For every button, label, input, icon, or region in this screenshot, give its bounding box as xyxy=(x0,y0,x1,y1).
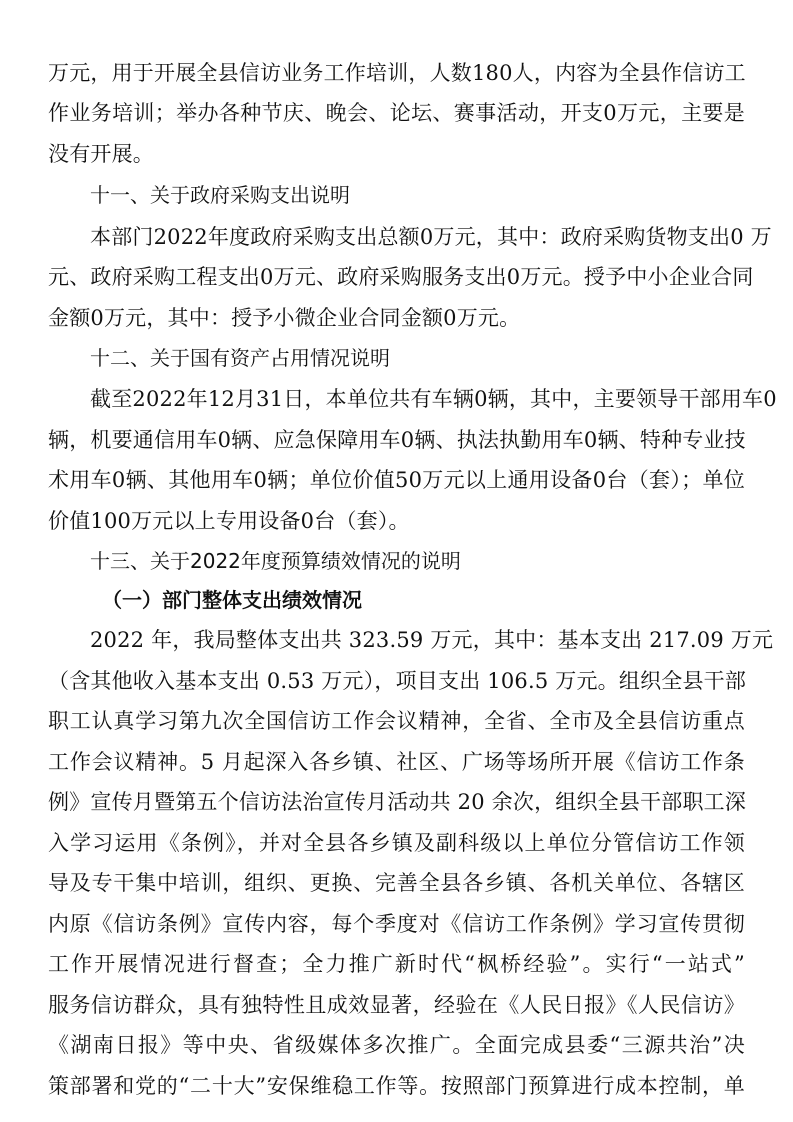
paragraph-line: 导及专干集中培训，组织、更换、完善全县各乡镇、各机关单位、各辖区 xyxy=(48,871,745,895)
paragraph-line: 本部门2022年度政府采购支出总额0万元，其中：政府采购货物支出0 万 xyxy=(90,225,772,249)
section-heading-12: 十二、关于国有资产占用情况说明 xyxy=(90,346,390,370)
paragraph-line: 职工认真学习第九次全国信访工作会议精神，全省、全市及全县信访重点 xyxy=(48,709,745,733)
paragraph-line: 元、政府采购工程支出0万元、政府采购服务支出0万元。授予中小企业合同 xyxy=(48,265,754,289)
paragraph-line: 万元，用于开展全县信访业务工作培训，人数180人，内容为全县作信访工 xyxy=(48,61,746,85)
paragraph-line: 例》宣传月暨第五个信访法治宣传月活动共 20 余次，组织全县干部职工深 xyxy=(48,790,747,814)
paragraph-line: 价值100万元以上专用设备0台（套）。 xyxy=(48,509,410,533)
section-heading-11: 十一、关于政府采购支出说明 xyxy=(90,183,350,207)
paragraph-line: 工作会议精神。5 月起深入各乡镇、社区、广场等场所开展《信访工作条 xyxy=(48,750,745,774)
paragraph-line: 内原《信访条例》宣传内容，每个季度对《信访工作条例》学习宣传贯彻 xyxy=(48,912,745,936)
paragraph-line: 工作开展情况进行督查；全力推广新时代“枫桥经验”。实行“一站式” xyxy=(48,952,745,976)
paragraph-line: 策部署和党的“二十大”安保维稳工作等。按照部门预算进行成本控制，单 xyxy=(48,1074,745,1098)
paragraph-line: 《湖南日报》等中央、省级媒体多次推广。全面完成县委“三源共治”决 xyxy=(48,1033,745,1057)
paragraph-line: 金额0万元，其中：授予小微企业合同金额0万元。 xyxy=(48,306,521,330)
paragraph-line: 入学习运用《条例》，并对全县各乡镇及副科级以上单位分管信访工作领 xyxy=(48,831,745,855)
paragraph-line: 服务信访群众，具有独特性且成效显著，经验在《人民日报》《人民信访》 xyxy=(48,993,745,1017)
paragraph-line: 术用车0辆、其他用车0辆；单位价值50万元以上通用设备0台（套）；单位 xyxy=(48,468,745,492)
section-heading-13: 十三、关于2022年度预算绩效情况的说明 xyxy=(90,549,461,573)
paragraph-line: （含其他收入基本支出 0.53 万元），项目支出 106.5 万元。组织全县干部 xyxy=(48,669,747,693)
paragraph-line: 没有开展。 xyxy=(48,142,154,166)
subsection-heading: （一）部门整体支出绩效情况 xyxy=(102,588,362,612)
paragraph-line: 2022 年，我局整体支出共 323.59 万元，其中：基本支出 217.09 万元 xyxy=(90,628,774,652)
paragraph-line: 截至2022年12月31日，本单位共有车辆0辆，其中，主要领导干部用车0 xyxy=(90,387,777,411)
paragraph-line: 辆，机要通信用车0辆、应急保障用车0辆、执法执勤用车0辆、特种专业技 xyxy=(48,428,746,452)
paragraph-line: 作业务培训；举办各种节庆、晚会、论坛、赛事活动，开支0万元，主要是 xyxy=(48,101,745,125)
